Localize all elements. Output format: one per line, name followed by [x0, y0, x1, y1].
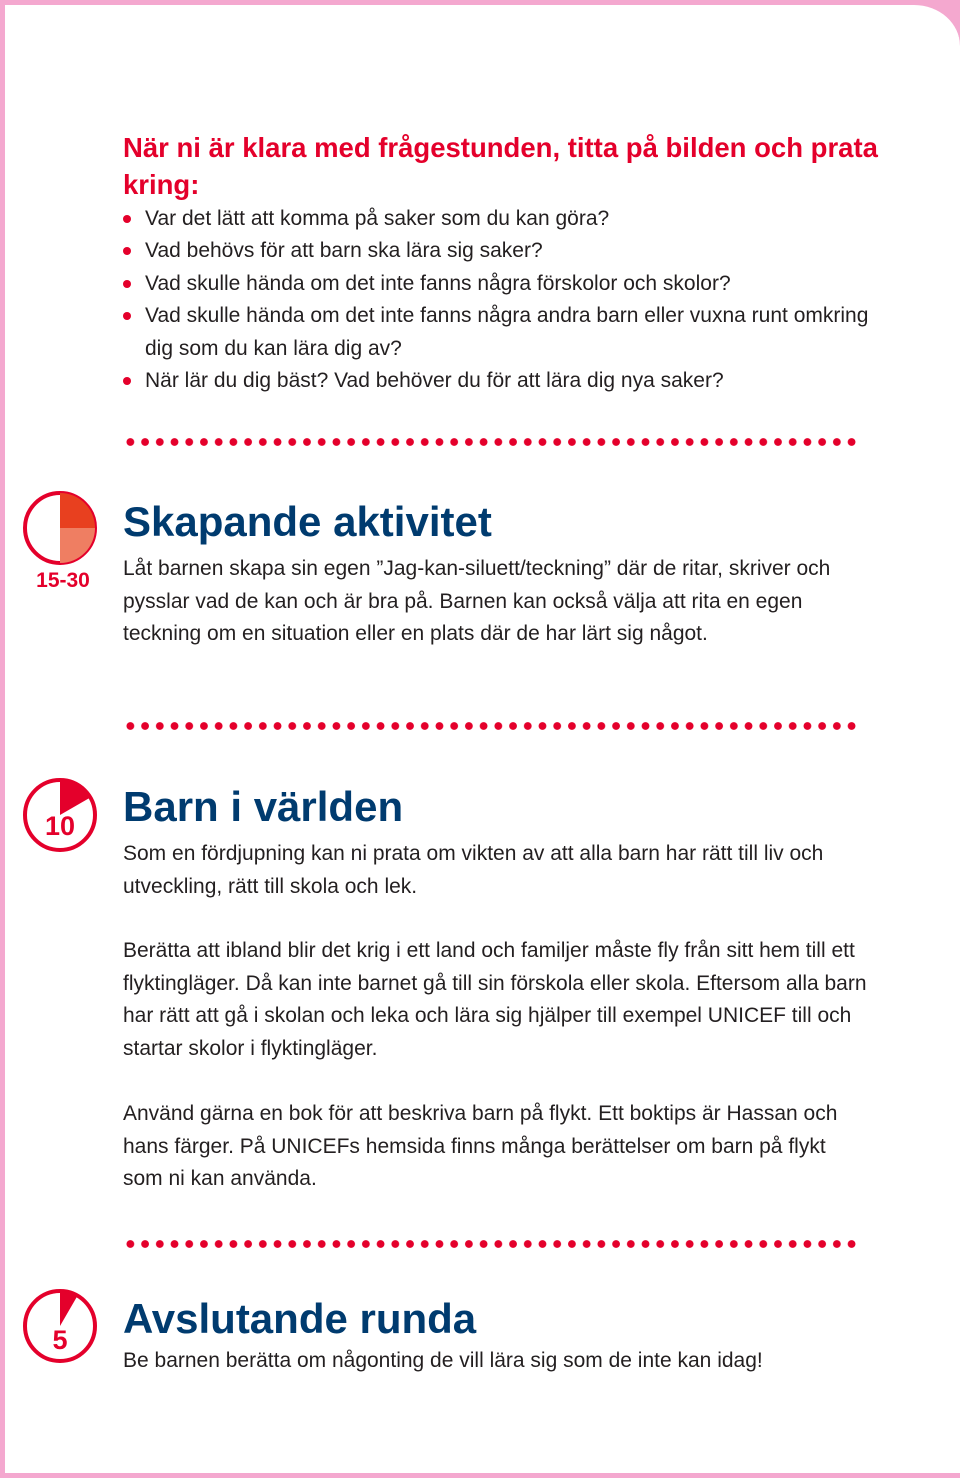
- question-list: [123, 203, 883, 397]
- paragraph: Låt barnen skapa sin egen ”Jag-kan-siluett/teckning” där de ritar, skriver och pysslar vad de kan och är bra på. Barnen kan också välja att rita en egen teckning om en situation eller en plats där de har lärt sig något.: [123, 557, 831, 646]
- dotted-divider: [123, 437, 859, 447]
- dotted-divider: [123, 1239, 859, 1249]
- list-item: Var det lätt att komma på saker som du kan göra?: [123, 203, 883, 235]
- section-title-world: Barn i världen: [123, 783, 404, 830]
- list-item: Vad skulle hända om det inte fanns några förskolor och skolor?: [123, 268, 883, 300]
- section-title-closing: Avslutande runda: [123, 1295, 477, 1342]
- section-title-creative: Skapande aktivitet: [123, 498, 492, 545]
- list-item: Vad skulle hända om det inte fanns några andra barn eller vuxna runt omkring dig som du kan lära dig av?: [123, 300, 883, 365]
- intro-title: När ni är klara med frågestunden, titta på bilden och prata kring:: [123, 132, 878, 200]
- paragraph: Berätta att ibland blir det krig i ett land och familjer måste fly från sitt hem till ett flyktingläger. Då kan inte barnet gå till sin förskola eller skola. Eftersom alla barn har rätt att gå i skolan och leka och lära sig hjälper till exempel UNICEF till och startar skolor i flyktingläger.: [123, 939, 867, 1060]
- paragraph: Som en fördjupning kan ni prata om vikten av att alla barn har rätt till liv och utveckling, rätt till skola och lek.: [123, 842, 824, 898]
- timer-label: 15-30: [36, 569, 90, 592]
- timer-icon-15-30: [20, 488, 100, 568]
- paragraph: Använd gärna en bok för att beskriva barn på flykt. Ett boktips är Hassan och hans färger. På UNICEFs hemsida finns många berättelser om barn på flykt som ni kan använda.: [123, 1102, 838, 1191]
- list-item: När lär du dig bäst? Vad behöver du för att lära dig nya saker?: [123, 365, 883, 397]
- timer-label: 5: [52, 1325, 68, 1355]
- list-item: Vad behövs för att barn ska lära sig saker?: [123, 235, 883, 267]
- dotted-divider: [123, 721, 859, 731]
- paragraph: Be barnen berätta om någonting de vill lära sig som de inte kan idag!: [123, 1349, 763, 1372]
- timer-label: 10: [44, 811, 76, 841]
